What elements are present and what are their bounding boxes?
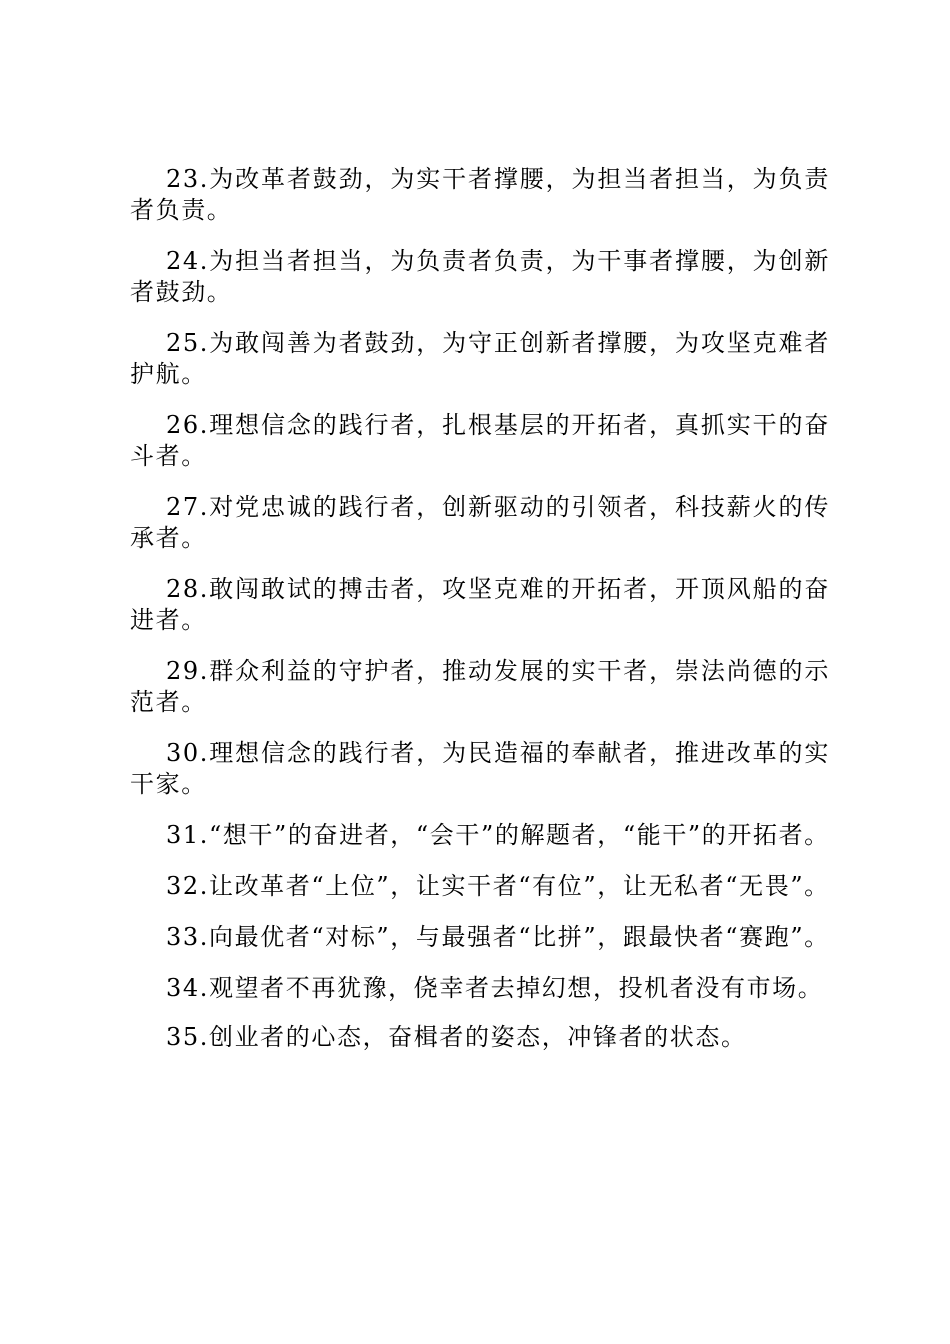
paragraph-34: 34.观望者不再犹豫，侥幸者去掉幻想，投机者没有市场。 — [166, 974, 824, 1002]
paragraph-29: 29.群众利益的守护者，推动发展的实干者，崇法尚德的示范者。 — [130, 657, 830, 716]
paragraph-26: 26.理想信念的践行者，扎根基层的开拓者，真抓实干的奋斗者。 — [130, 411, 830, 470]
paragraph-31: 31.“想干”的奋进者，“会干”的解题者，“能干”的开拓者。 — [166, 821, 830, 849]
document-body — [130, 164, 830, 1071]
paragraph-25: 25.为敢闯善为者鼓劲，为守正创新者撑腰，为攻坚克难者护航。 — [130, 329, 830, 388]
paragraph-33: 33.向最优者“对标”，与最强者“比拼”，跟最快者“赛跑”。 — [166, 923, 830, 951]
paragraph-30: 30.理想信念的践行者，为民造福的奉献者，推进改革的实干家。 — [130, 739, 830, 798]
paragraph-28: 28.敢闯敢试的搏击者，攻坚克难的开拓者，开顶风船的奋进者。 — [130, 575, 830, 634]
paragraph-32: 32.让改革者“上位”，让实干者“有位”，让无私者“无畏”。 — [166, 872, 830, 900]
paragraph-23: 23.为改革者鼓劲，为实干者撑腰，为担当者担当，为负责者负责。 — [130, 165, 830, 224]
paragraph-35: 35.创业者的心态，奋楫者的姿态，冲锋者的状态。 — [166, 1023, 747, 1051]
paragraph-24: 24.为担当者担当，为负责者负责，为干事者撑腰，为创新者鼓劲。 — [130, 247, 830, 306]
paragraph-27: 27.对党忠诚的践行者，创新驱动的引领者，科技薪火的传承者。 — [130, 493, 830, 552]
